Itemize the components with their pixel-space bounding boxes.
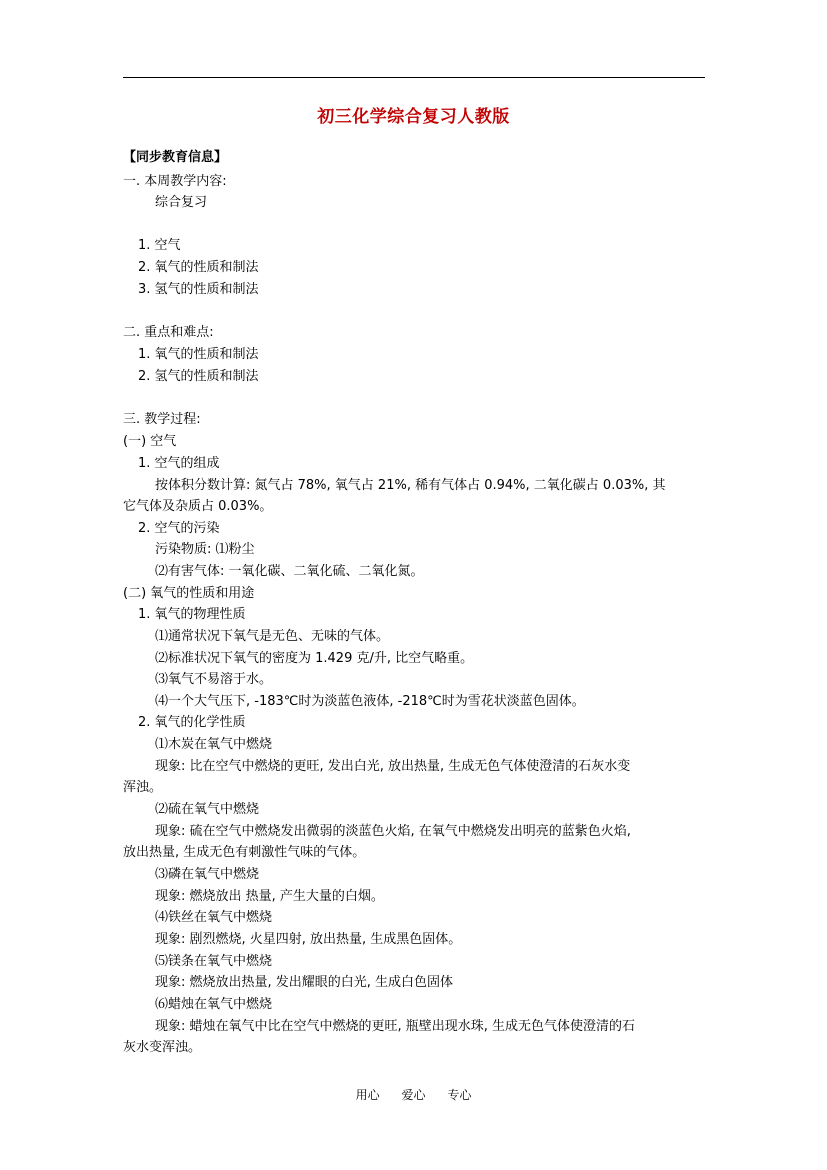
text-line: 现象: 燃烧放出 热量, 产生大量的白烟。 xyxy=(155,889,384,904)
text-line: 2. 氧气的化学性质 xyxy=(138,715,246,730)
text-line: 污染物质: ⑴粉尘 xyxy=(155,542,255,557)
text-line: 1. 氧气的物理性质 xyxy=(138,607,246,622)
text-line: ⑶磷在氧气中燃烧 xyxy=(155,867,260,882)
text-line: 3. 氢气的性质和制法 xyxy=(138,282,259,297)
text-line: 综合复习 xyxy=(155,195,208,210)
text-line: ⑵硫在氧气中燃烧 xyxy=(155,802,260,817)
text-line: ⑵标准状况下氧气的密度为 1.429 克/升, 比空气略重。 xyxy=(155,651,474,666)
text-line: ⑷铁丝在氧气中燃烧 xyxy=(155,910,273,925)
text-line: 现象: 比在空气中燃烧的更旺, 发出白光, 放出热量, 生成无色气体使澄清的石灰水变 xyxy=(155,759,631,774)
text-line: 2. 空气的污染 xyxy=(138,521,220,536)
text-line: 1. 氧气的性质和制法 xyxy=(138,347,259,362)
text-line: 现象: 燃烧放出热量, 发出耀眼的白光, 生成白色固体 xyxy=(155,975,454,990)
text-line: ⑵有害气体: 一氧化碳、二氧化硫、二氧化氮。 xyxy=(155,564,424,579)
footer-word-2: 爱心 xyxy=(401,1088,426,1102)
text-line: 它气体及杂质占 0.03%。 xyxy=(123,499,273,514)
text-line: 1. 空气的组成 xyxy=(138,456,220,471)
text-line: 灰水变浑浊。 xyxy=(123,1040,202,1055)
text-line: ⑴木炭在氧气中燃烧 xyxy=(155,737,273,752)
text-line: 浑浊。 xyxy=(123,780,163,795)
text-line: (一) 空气 xyxy=(123,434,177,449)
footer-word-3: 专心 xyxy=(447,1088,472,1102)
text-line: (二) 氧气的性质和用途 xyxy=(123,586,255,601)
text-line: 现象: 硫在空气中燃烧发出微弱的淡蓝色火焰, 在氧气中燃烧发出明亮的蓝紫色火焰, xyxy=(155,824,631,839)
text-line: ⑷一个大气压下, -183℃时为淡蓝色液体, -218℃时为雪花状淡蓝色固体。 xyxy=(155,694,585,709)
text-line: 1. 空气 xyxy=(138,238,181,253)
text-line: 现象: 剧烈燃烧, 火星四射, 放出热量, 生成黑色固体。 xyxy=(155,932,462,947)
header-rule xyxy=(123,77,705,78)
text-line: ⑴通常状况下氧气是无色、无味的气体。 xyxy=(155,629,390,644)
text-line: 二. 重点和难点: xyxy=(123,325,214,340)
text-line: 【同步教育信息】 xyxy=(123,150,228,165)
text-line: ⑸镁条在氧气中燃烧 xyxy=(155,954,273,969)
page-title: 初三化学综合复习人教版 xyxy=(317,107,510,127)
text-line: ⑹蜡烛在氧气中燃烧 xyxy=(155,997,273,1012)
text-line: 2. 氢气的性质和制法 xyxy=(138,369,259,384)
text-line: 放出热量, 生成无色有刺激性气味的气体。 xyxy=(123,845,366,860)
text-line: 三. 教学过程: xyxy=(123,412,201,427)
text-line: ⑶氧气不易溶于水。 xyxy=(155,672,273,687)
page-footer xyxy=(0,1086,827,1103)
text-line: 一. 本周教学内容: xyxy=(123,174,227,189)
footer-word-1: 用心 xyxy=(355,1088,380,1102)
text-line: 2. 氧气的性质和制法 xyxy=(138,260,259,275)
text-line: 按体积分数计算: 氮气占 78%, 氧气占 21%, 稀有气体占 0.94%, 二氧化碳占 0.03%, 其 xyxy=(155,478,666,493)
text-line: 现象: 蜡烛在氧气中比在空气中燃烧的更旺, 瓶壁出现水珠, 生成无色气体使澄清的石 xyxy=(155,1019,636,1034)
